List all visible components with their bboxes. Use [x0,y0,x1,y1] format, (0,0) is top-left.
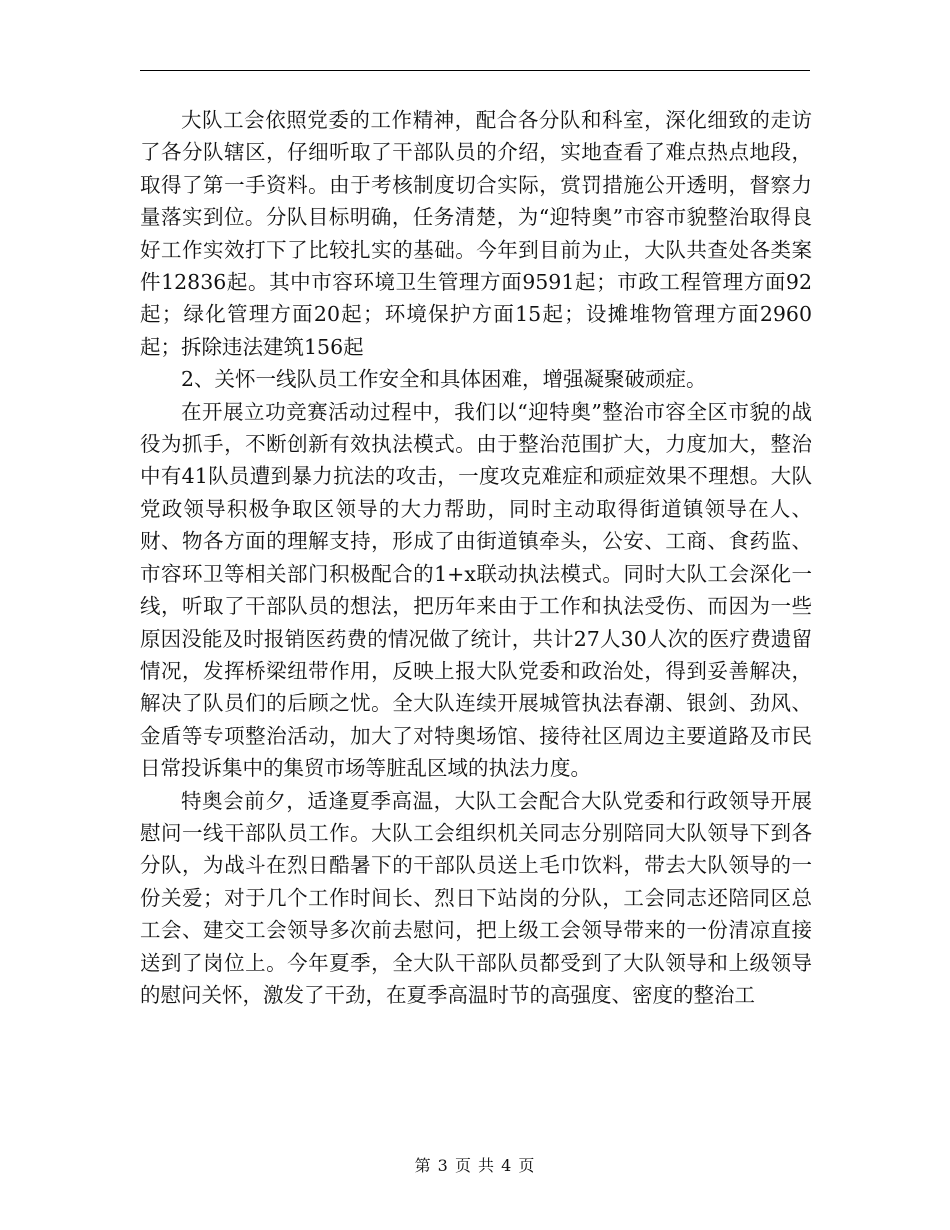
paragraph-1: 大队工会依照党委的工作精神，配合各分队和科室，深化细致的走访了各分队辖区，仔细听取了干部队员的介绍，实地查看了难点热点地段，取得了第一手资料。由于考核制度切合实际，赏罚措施公开透明，督察力量落实到位。分队目标明确，任务清楚，为“迎特奥”市容市貌整治取得良好工作实效打下了比较扎实的基础。今年到目前为止，大队共查处各类案件12836起。其中市容环境卫生管理方面9591起；市政工程管理方面92起；绿化管理方面20起；环境保护方面15起；设摊堆物管理方面2960起；拆除违法建筑156起 [140,108,812,359]
header-rule [140,70,810,71]
paragraph-3: 在开展立功竞赛活动过程中，我们以“迎特奥”整治市容全区市貌的战役为抓手，不断创新有效执法模式。由于整治范围扩大，力度加大，整治中有41队员遭到暴力抗法的攻击，一度攻克难症和顽症效果不理想。大队党政领导积极争取区领导的大力帮助，同时主动取得街道镇领导在人、财、物各方面的理解支持，形成了由街道镇牵头，公安、工商、食药监、市容环卫等相关部门积极配合的1+x联动执法模式。同时大队工会深化一线，听取了干部队员的想法，把历年来由于工作和执法受伤、而因为一些原因没能及时报销医药费的情况做了统计，共计27人30人次的医疗费遗留情况，发挥桥梁纽带作用，反映上报大队党委和政治处，得到妥善解决，解决了队员们的后顾之忧。全大队连续开展城管执法春潮、银剑、劲风、金盾等专项整治活动，加大了对特奥场馆、接待社区周边主要道路及市民日常投诉集中的集贸市场等脏乱区域的执法力度。 [140,399,812,781]
page-number-footer: 第 3 页 共 4 页 [414,1156,536,1175]
document-body [140,104,812,1011]
paragraph-4: 特奥会前夕，适逢夏季高温，大队工会配合大队党委和行政领导开展慰问一线干部队员工作。大队工会组织机关同志分别陪同大队领导下到各分队，为战斗在烈日酷暑下的干部队员送上毛巾饮料，带去大队领导的一份关爱；对于几个工作时间长、烈日下站岗的分队，工会同志还陪同区总工会、建交工会领导多次前去慰问，把上级工会领导带来的一份清凉直接送到了岗位上。今年夏季，全大队干部队员都受到了大队领导和上级领导的慰问关怀，激发了干劲，在夏季高温时节的高强度、密度的整治工 [140,788,812,1007]
paragraph-2: 2、关怀一线队员工作安全和具体困难，增强凝聚破顽症。 [181,367,707,392]
